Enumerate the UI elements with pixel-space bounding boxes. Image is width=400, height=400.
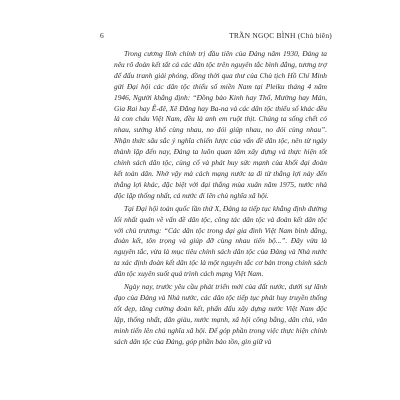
running-head-author: TRẦN NGỌC BÌNH (Chủ biên): [229, 31, 332, 40]
running-head: [100, 30, 332, 42]
body-text: [114, 49, 327, 349]
paragraph: Trong cương lĩnh chính trị đầu tiên của Đảng năm 1930, Đảng ta nêu rõ đoàn kết tất cả các dân tộc trên nguyên tắc bình đẳng, tương trợ để đấu tranh giải phóng, đồng thời qua thư của Chủ tịch Hồ Chí Minh gửi Đại hội các dân tộc thiểu số miền Nam tại Pleiku tháng 4 năm 1946, Người khẳng định: “Đồng bào Kinh hay Thổ, Mường hay Mán, Gia Rai hay Ê-đê, Xê Đăng hay Ba-na và các dân tộc thiểu số khác đều là con cháu Việt Nam, đều là anh em ruột thịt. Chúng ta sống chết có nhau, sướng khổ cùng nhau, no đói giúp nhau, no đói cùng nhau”. Nhận thức sâu sắc ý nghĩa chiến lược của vấn đề dân tộc, nên từ ngày thành lập đến nay, Đảng ta luôn quan tâm xây dựng và thực hiện tốt chính sách dân tộc, cùng cố và phát huy sức mạnh của khối đại đoàn kết toàn dân. Nhờ vậy mà cách mạng nước ta đi từ thắng lợi này đến thắng lợi khác, đặc biệt với đại thắng mùa xuân năm 1975, nước nhà độc lập thống nhất, cả nước đi lên chủ nghĩa xã hội.: [114, 49, 327, 200]
paragraph: Tại Đại hội toàn quốc lần thứ X, Đảng ta tiếp tục khẳng định đường lối nhất quán về vấn đề dân tộc, công tác dân tộc và đoàn kết dân tộc với chủ trương: “Các dân tộc trong đại gia đình Việt Nam bình đẳng, đoàn kết, tôn trọng và giúp đỡ cùng nhau tiến bộ...”. Đây vừa là nguyên tắc, vừa là mục tiêu chính sách dân tộc của Đảng và Nhà nước ta xác định đoàn kết dân tộc là một nguyên tắc cơ bản trong chính sách dân tộc xuyên suốt quá trình cách mạng Việt Nam.: [114, 203, 327, 279]
page-number: 6: [100, 31, 104, 40]
paragraph: Ngày nay, trước yêu cầu phát triển mới của đất nước, dưới sự lãnh đạo của Đảng và Nhà nước, các dân tộc tiếp tục phát huy truyền thống tốt đẹp, tăng cường đoàn kết, phấn đấu xây dựng nước Việt Nam độc lập, thống nhất, dân giàu, nước mạnh, xã hội công bằng, dân chủ, văn minh tiến lên chủ nghĩa xã hội. Để góp phần trong việc thực hiện chính sách dân tộc của Đảng, góp phần bảo tồn, gìn giữ và: [114, 282, 327, 346]
